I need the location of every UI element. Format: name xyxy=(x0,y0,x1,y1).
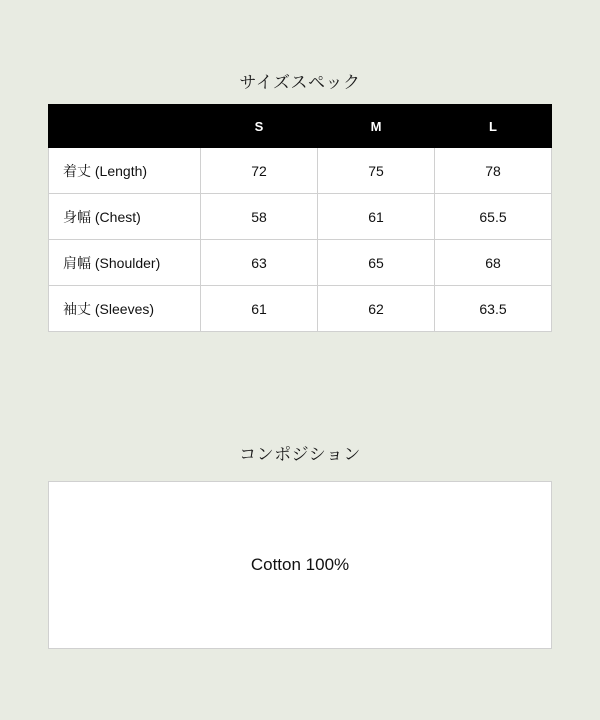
table-header-size-m: M xyxy=(318,105,435,148)
table-header-row xyxy=(49,105,552,148)
cell-length-s: 72 xyxy=(201,148,318,194)
composition-text: Cotton 100% xyxy=(250,555,350,574)
row-label-chest: 身幅 (Chest) xyxy=(49,194,201,240)
cell-chest-s: 58 xyxy=(201,194,318,240)
cell-shoulder-s: 63 xyxy=(201,240,318,286)
composition-panel xyxy=(48,481,552,649)
cell-sleeves-m: 62 xyxy=(318,286,435,332)
size-spec-table-body xyxy=(49,148,552,332)
cell-chest-m: 61 xyxy=(318,194,435,240)
row-label-length: 着丈 (Length) xyxy=(49,148,201,194)
cell-shoulder-m: 65 xyxy=(318,240,435,286)
table-header-corner xyxy=(49,105,201,148)
cell-chest-l: 65.5 xyxy=(435,194,552,240)
cell-sleeves-s: 61 xyxy=(201,286,318,332)
size-spec-table xyxy=(48,104,552,332)
size-spec-table-head xyxy=(49,105,552,148)
cell-length-l: 78 xyxy=(435,148,552,194)
table-row xyxy=(49,148,552,194)
table-header-size-l: L xyxy=(435,105,552,148)
table-header-size-s: S xyxy=(201,105,318,148)
cell-length-m: 75 xyxy=(318,148,435,194)
cell-shoulder-l: 68 xyxy=(435,240,552,286)
row-label-sleeves: 袖丈 (Sleeves) xyxy=(49,286,201,332)
size-spec-title: サイズスペック xyxy=(239,73,361,92)
table-row xyxy=(49,240,552,286)
row-label-shoulder: 肩幅 (Shoulder) xyxy=(49,240,201,286)
composition-title: コンポジション xyxy=(239,445,361,464)
cell-sleeves-l: 63.5 xyxy=(435,286,552,332)
table-row xyxy=(49,286,552,332)
table-row xyxy=(49,194,552,240)
